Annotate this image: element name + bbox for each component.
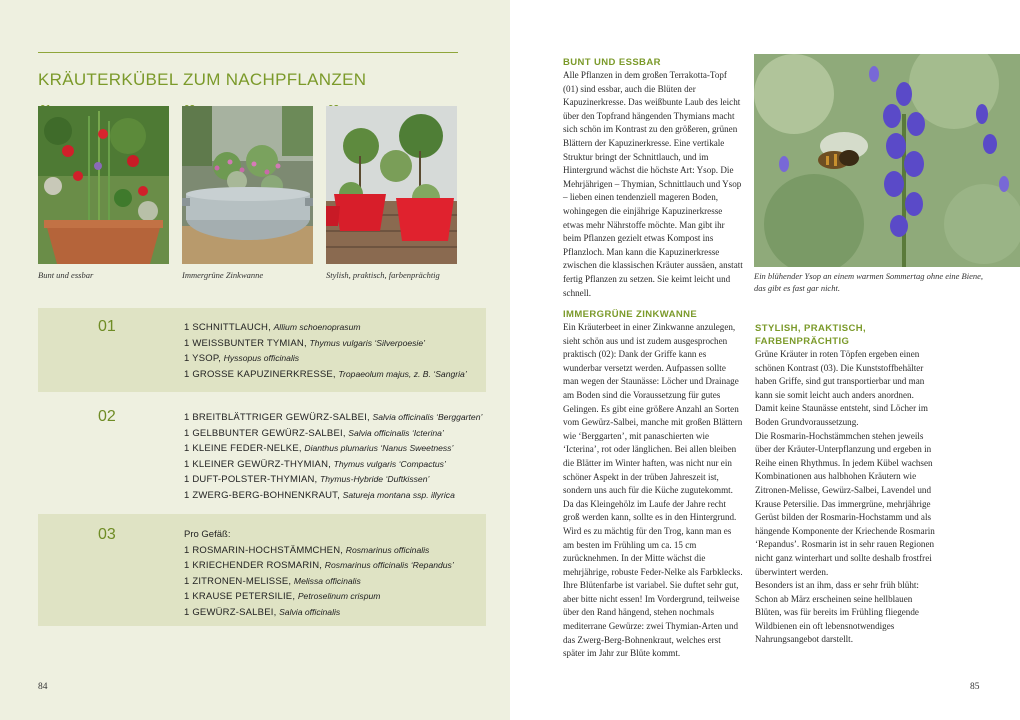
photo-caption-bee: Ein blühender Ysop an einem warmen Sommertag ohne eine Biene, das gibt es fast gar nicht. <box>754 271 983 293</box>
section-body: Ein Kräuterbeet in einer Zinkwanne anzulegen, sieht schön aus und ist zudem ausgesprochen praktisch (02): Dank der Griffe kann es wunderbar versetzt werden. Aufpassen sollte man wegen der Staunässe: Löcher und Drainage am Boden sind die Voraussetzung für gutes Gelingen. Es gibt eine größere Anzahl an Sorten vom Gewürz-Salbei, manche mit großen Blättern wie ‘Berggarten’, mit panaschierten wie ‘Icterina’, rot oder länglichen. Bei allen bleiben die Blätter im Winter haften, was nicht nur ein schöner Aspekt in der trüben Jahreszeit ist, sondern uns auch für die Küche zugutekommt. Da das Kleingehölz im Laufe der Jahre recht groß werden kann, sollte es in den Hintergrund. Wird es zu mächtig für den Trog, kann man es am besten im Frühling um ca. 15 cm zurücknehmen. In der Mitte wächst die mehrjährige, robuste Feder-Nelke als Farbklecks. Ihre Blütenfarbe ist variabel. Sie duftet sehr gut, aber bitte nicht essen! Im Vordergrund, teilweise über den Rand hängend, stehen nochmals mediterrane Gewürze: zwei Thymian-Arten und das Zwerg-Berg-Bohnenkraut, welches erst später im Jahr zur Blüte kommt. <box>563 322 743 659</box>
plant-list-number: 01 <box>98 318 116 335</box>
photo-zinc-tub <box>182 106 313 264</box>
section-body: Alle Pflanzen in dem großen Terrakotta-Topf (01) sind essbar, auch die Blüten der Kapuzinerkresse. Das weißbunte Laub des leicht über den Topfrand hängenden Thymians macht sich schön im Kontrast zu den größeren, grünen Blättern der Kapuzinerkresse. Eine vertikale Struktur bringt der Schnittlauch, und im Hintergrund wächst die höchste Art: Ysop. Die Mehrjährigen – Thymian, Schnittlauch und Ysop – lieben einen tendenziell mageren Boden, wohingegen die einjährige Kapuzinerkresse etwas mehr Nährstoffe möchte. Man gibt ihr beim Pflanzen gezielt etwas Kompost ins Pflanzloch. Man kann die Kapuzinerkresse zwischen die klassischen Kräuter aussäen, anstatt fertig Pflanzen zu setzen. Sie keimt leicht und schnell. <box>563 70 743 298</box>
list-item: 1 ZITRONEN-MELISSE, Melissa officinalis <box>184 575 361 587</box>
plant-items <box>184 320 467 382</box>
plant-list-03 <box>38 514 486 626</box>
page-title: KRÄUTERKÜBEL ZUM NACHPFLANZEN <box>38 70 367 89</box>
page-number-right: 85 <box>970 682 980 692</box>
list-item: 1 BREITBLÄTTRIGER GEWÜRZ-SALBEI, Salvia officinalis ‘Berggarten’ <box>184 412 483 423</box>
plant-list-02 <box>38 400 486 504</box>
list-item: 1 ROSMARIN-HOCHSTÄMMCHEN, Rosmarinus officinalis <box>184 544 430 556</box>
plant-items <box>184 528 454 621</box>
photo-caption-03: Stylish, praktisch, farbenprächtig <box>326 270 440 280</box>
list-item: 1 GROSSE KAPUZINERKRESSE, Tropaeolum majus, z. B. ‘Sangria’ <box>184 368 467 380</box>
list-item: 1 YSOP, Hyssopus officinalis <box>184 353 300 365</box>
photo-caption-01: Bunt und essbar <box>38 270 94 280</box>
list-item: 1 KLEINE FEDER-NELKE, Dianthus plumarius ‘Nanus Sweetness’ <box>184 443 454 455</box>
title-rule <box>38 52 458 53</box>
section-heading: BUNT UND ESSBAR <box>563 57 661 68</box>
section-immergruene-zinkwanne <box>563 308 743 661</box>
page-number-left: 84 <box>38 682 48 692</box>
section-heading: STYLISH, PRAKTISCH, FARBENPRÄCHTIG <box>755 323 867 347</box>
list-item: 1 KLEINER GEWÜRZ-THYMIAN, Thymus vulgaris ‘Compactus’ <box>184 458 446 470</box>
plant-list-number: 02 <box>98 408 116 425</box>
section-body: Die Rosmarin-Hochstämmchen stehen jeweils über der Kräuter-Unterpflanzung und ergeben in Reihe einen Rhythmus. In jedem Kübel wachsen Kombinationen aus halbhohen Kräutern wie Zitronen-Melisse, Gewürz-Salbei, Lavendel und Krause Petersilie. Das immergrüne, mehrjährige Gerüst bilden der Rosmarin-Hochstamm und als hängende Komponente der Kriechende Rosmarin ‘Repandus’. Rosmarin ist in sehr rauen Regionen nicht ganz winterhart und sollte deshalb frostfrei überwintert werden. <box>755 430 935 577</box>
section-stylish-praktisch <box>755 322 935 647</box>
list-item: 1 GELBBUNTER GEWÜRZ-SALBEI, Salvia officinalis ‘Icterina’ <box>184 427 444 439</box>
list-item: 1 WEISSBUNTER TYMIAN, Thymus vulgaris ‘Silverpoesie’ <box>184 337 426 349</box>
section-heading: IMMERGRÜNE ZINKWANNE <box>563 309 698 320</box>
list-item: 1 DUFT-POLSTER-THYMIAN, Thymus-Hybride ‘Duftkissen’ <box>184 474 430 486</box>
plant-items <box>184 410 482 504</box>
photo-bee-hyssop <box>754 54 1020 267</box>
list-item: 1 KRAUSE PETERSILIE, Petroselinum crispum <box>184 591 381 603</box>
list-item: 1 SCHNITTLAUCH, Allium schoenoprasum <box>184 322 361 333</box>
plant-list-intro: Pro Gefäß: <box>184 529 231 540</box>
plant-list-01 <box>38 308 486 392</box>
photo-terracotta-pot <box>38 106 169 264</box>
section-bunt-und-essbar <box>563 56 743 300</box>
section-body: Grüne Kräuter in roten Töpfen ergeben einen schönen Kontrast (03). Die Kunststoffbehälter haben Griffe, sind gut transportierbar und man kann sie somit leicht auch anders anordnen. Damit keine Staunässe entsteht, sind Löcher im Boden Grundvoraussetzung. <box>755 349 928 427</box>
list-item: 1 GEWÜRZ-SALBEI, Salvia officinalis <box>184 606 341 618</box>
list-item: 1 KRIECHENDER ROSMARIN, Rosmarinus officinalis ‘Repandus’ <box>184 560 454 572</box>
section-body: Besonders ist an ihm, dass er sehr früh blüht: Schon ab März erscheinen seine hellblauen Blüten, was für bereits im Frühling fliegende Wildbienen ein oft lebensnotwendiges Nahrungsangebot darstellt. <box>755 580 919 645</box>
photo-red-pots <box>326 106 457 264</box>
plant-list-number: 03 <box>98 526 116 543</box>
list-item: 1 ZWERG-BERG-BOHNENKRAUT, Satureja montana ssp. illyrica <box>184 489 455 501</box>
photo-caption-02: Immergrüne Zinkwanne <box>182 270 264 280</box>
